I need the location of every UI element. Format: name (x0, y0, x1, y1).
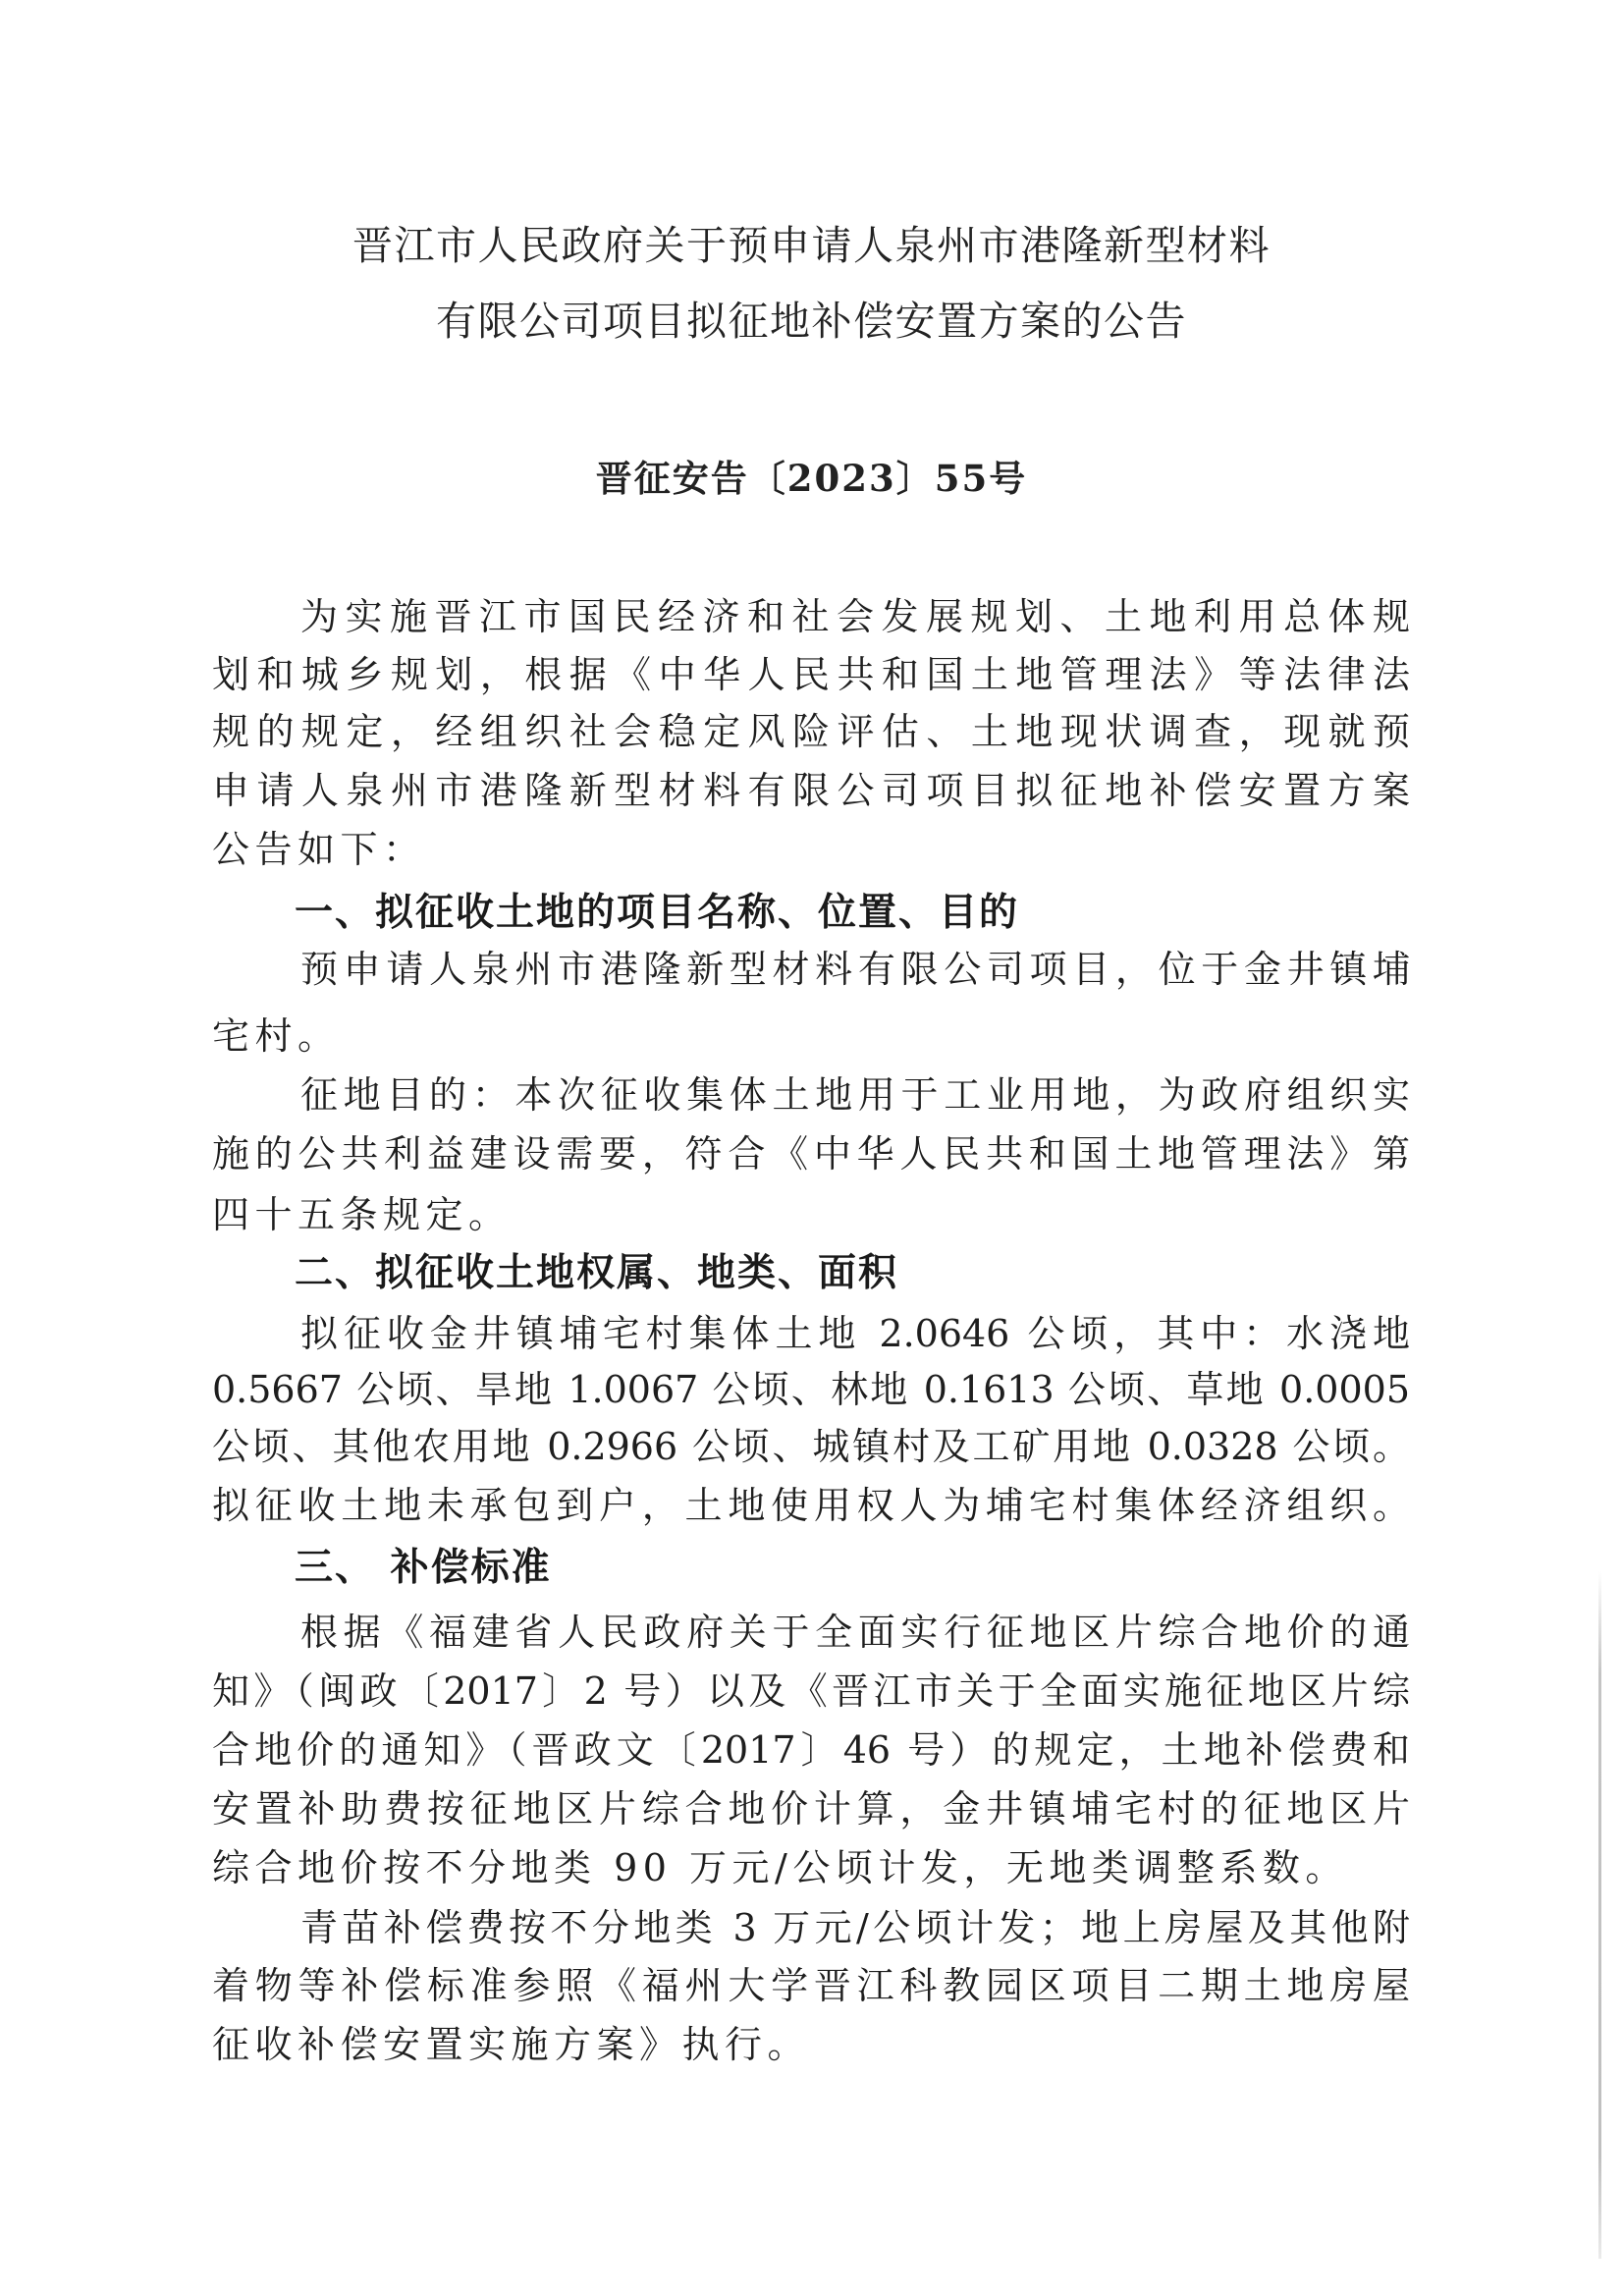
document-title-line-2: 有限公司项目拟征地补偿安置方案的公告 (436, 298, 1187, 345)
body-line: 为实施晋江市国民经济和社会发展规划、土地利用总体规 (300, 595, 1410, 638)
body-line: 知》（闽政〔2017〕2 号）以及《晋江市关于全面实施征地区片综 (212, 1669, 1410, 1713)
body-line: 施的公共利益建设需要，符合《中华人民共和国土地管理法》第 (212, 1132, 1410, 1175)
body-line: 0.5667 公顷、旱地 1.0067 公顷、林地 0.1613 公顷、草地 0.0005 (212, 1368, 1410, 1411)
body-line: 征收补偿安置实施方案》执行。 (212, 2023, 811, 2066)
body-line: 根据《福建省人民政府关于全面实行征地区片综合地价的通 (300, 1611, 1410, 1654)
body-line: 公顷、其他农用地 0.2966 公顷、城镇村及工矿用地 0.0328 公顷。 (212, 1425, 1410, 1468)
body-line: 规的规定，经组织社会稳定风险评估、土地现状调查，现就预 (212, 710, 1410, 753)
body-line: 合地价的通知》（晋政文〔2017〕46 号）的规定，土地补偿费和 (212, 1728, 1410, 1772)
body-line: 征地目的：本次征收集体土地用于工业用地，为政府组织实 (300, 1073, 1410, 1117)
body-line: 综合地价按不分地类 90 万元/公顷计发，无地类调整系数。 (212, 1846, 1348, 1889)
section-heading-2: 二、拟征收土地权属、地类、面积 (295, 1251, 899, 1295)
body-line: 拟征收土地未承包到户，土地使用权人为埔宅村集体经济组织。 (212, 1484, 1410, 1527)
body-line: 申请人泉州市港隆新型材料有限公司项目拟征地补偿安置方案 (212, 769, 1410, 812)
scan-shadow-edge (1598, 1571, 1601, 2259)
body-line: 公告如下： (212, 828, 426, 871)
body-line: 拟征收金井镇埔宅村集体土地 2.0646 公顷，其中：水浇地 (300, 1312, 1410, 1355)
body-line: 宅村。 (212, 1014, 341, 1058)
document-title-line-1: 晋江市人民政府关于预申请人泉州市港隆新型材料 (352, 222, 1271, 269)
body-line: 安置补助费按征地区片综合地价计算，金井镇埔宅村的征地区片 (212, 1787, 1410, 1831)
section-heading-1: 一、拟征收土地的项目名称、位置、目的 (295, 891, 1020, 935)
body-line: 预申请人泉州市港隆新型材料有限公司项目，位于金井镇埔 (300, 948, 1410, 991)
body-line: 青苗补偿费按不分地类 3 万元/公顷计发；地上房屋及其他附 (300, 1906, 1410, 1949)
body-line: 四十五条规定。 (212, 1193, 512, 1236)
body-line: 划和城乡规划，根据《中华人民共和国土地管理法》等法律法 (212, 653, 1410, 696)
section-heading-3: 三、 补偿标准 (295, 1546, 552, 1590)
body-line: 着物等补偿标准参照《福州大学晋江科教园区项目二期土地房屋 (212, 1964, 1410, 2007)
document-number: 晋征安告〔2023〕55号 (595, 457, 1028, 500)
